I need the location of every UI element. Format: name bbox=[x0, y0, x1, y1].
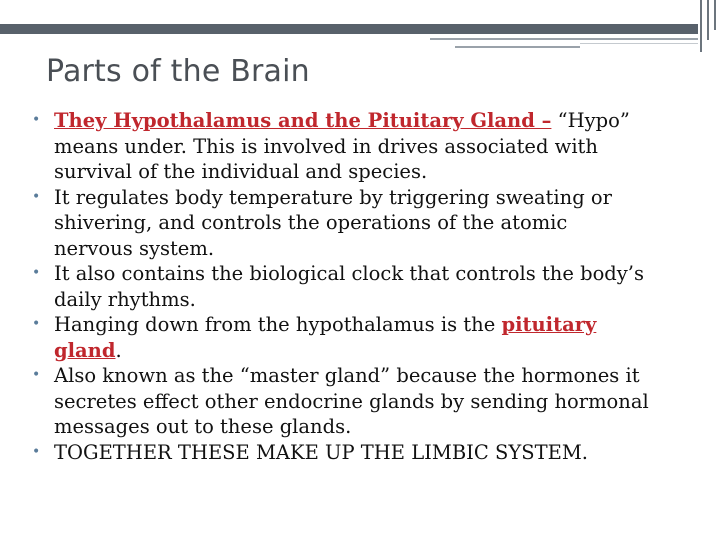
bullet-text: Also known as the “master gland” because the hormones it secretes effect other endocrine glands by sending hormonal messages out to these glands. bbox=[54, 364, 649, 438]
header-rule bbox=[580, 43, 698, 44]
slide-title: Parts of the Brain bbox=[46, 54, 310, 89]
top-band bbox=[0, 0, 720, 24]
corner-bar bbox=[700, 0, 702, 52]
bullet-text: TOGETHER THESE MAKE UP THE LIMBIC SYSTEM. bbox=[54, 440, 588, 464]
corner-bar bbox=[714, 0, 716, 30]
bullet-highlight: They Hypothalamus and the Pituitary Gland – bbox=[54, 109, 552, 132]
bullet-icon: • bbox=[32, 265, 41, 281]
bullet-item bbox=[32, 312, 652, 363]
bullet-list bbox=[32, 108, 652, 465]
bullet-item bbox=[32, 261, 652, 312]
bullet-text: Hanging down from the hypothalamus is the bbox=[54, 313, 502, 336]
corner-bar bbox=[707, 0, 709, 40]
bullet-item bbox=[32, 363, 652, 440]
bullet-icon: • bbox=[32, 443, 41, 460]
bullet-icon: • bbox=[32, 367, 41, 383]
bullet-item bbox=[32, 440, 652, 466]
header-rule bbox=[430, 38, 698, 40]
header-band bbox=[0, 24, 698, 34]
bullet-text: “Hypo” means under. This is involved in drives associated with survival of the individual and species. bbox=[54, 109, 630, 183]
header-rule bbox=[455, 46, 580, 48]
bullet-icon: • bbox=[32, 316, 41, 332]
bullet-highlight: pituitary gland bbox=[54, 313, 597, 362]
bullet-text: It also contains the biological clock that controls the body’s daily rhythms. bbox=[54, 262, 645, 311]
bullet-icon: • bbox=[32, 188, 41, 205]
bullet-text: . bbox=[115, 338, 122, 362]
bullet-item bbox=[32, 185, 652, 262]
corner-decoration bbox=[698, 0, 720, 52]
bullet-icon: • bbox=[32, 112, 41, 128]
bullet-item bbox=[32, 108, 652, 185]
bullet-text: It regulates body temperature by triggering sweating or shivering, and controls the operations of the atomic nervous system. bbox=[54, 185, 612, 260]
